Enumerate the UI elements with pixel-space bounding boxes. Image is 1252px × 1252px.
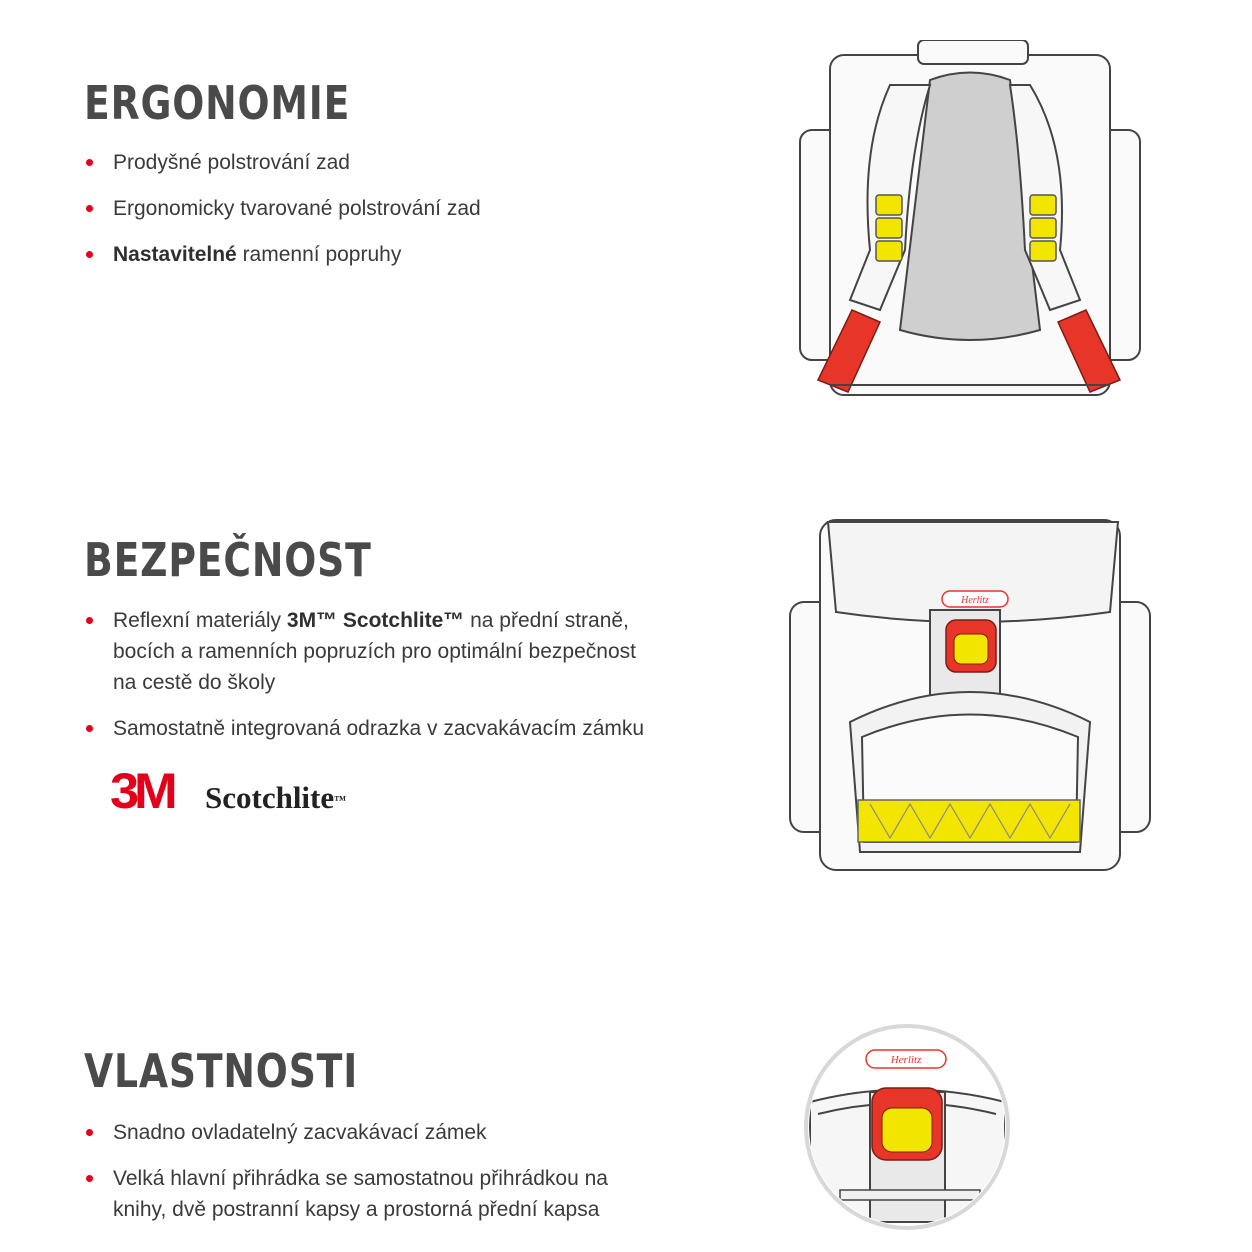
bullet-dot [86, 159, 93, 166]
lock-reflector [954, 634, 988, 664]
bullet-text: Reflexní materiály [113, 609, 287, 632]
bullet-text: Prodyšné polstrování zad [113, 151, 350, 174]
list-item [84, 713, 684, 744]
snap-lock-closeup-illustration [800, 1022, 1015, 1232]
list-item [84, 1117, 684, 1148]
svg-text:Herlitz: Herlitz [890, 1054, 922, 1066]
3m-mark: 3M [110, 763, 173, 819]
heading-vlastnosti: VLASTNOSTI [84, 1044, 359, 1098]
list-item [84, 147, 684, 178]
bullet-text: ramenní popruhy [236, 243, 402, 266]
bullet-dot [86, 1175, 93, 1182]
list-item [84, 193, 684, 224]
heading-ergonomie: ERGONOMIE [84, 76, 351, 130]
heading-bezpecnost: BEZPEČNOST [84, 533, 372, 587]
bullet-bold: 3M™ Scotchlite™ [286, 609, 465, 632]
lock-reflector [882, 1108, 932, 1152]
list-item [84, 1163, 684, 1225]
bullet-dot [86, 251, 93, 258]
bullet-text: na cestě do školy [113, 671, 276, 694]
bullet-dot [86, 725, 93, 732]
bullet-text: Ergonomicky tvarované polstrování zad [113, 197, 481, 220]
ergonomie-list [84, 147, 684, 285]
bezpecnost-list [84, 605, 684, 759]
bullet-text: Velká hlavní přihrádka se samostatnou přihrádkou na [113, 1167, 608, 1190]
bullet-text: bocích a ramenních popruzích pro optimální bezpečnost [113, 640, 636, 663]
bullet-dot [86, 617, 93, 624]
bullet-bold: Nastavitelné [113, 243, 237, 266]
handle [918, 40, 1028, 64]
bullet-text: na přední straně, [464, 609, 629, 632]
bullet-text: Snadno ovladatelný zacvakávací zámek [113, 1121, 487, 1144]
bullet-text: Samostatně integrovaná odrazka v zacvakávacím zámku [113, 717, 645, 740]
bullet-dot [86, 205, 93, 212]
vlastnosti-list [84, 1117, 684, 1240]
scotchlite-wordmark: Scotchlite™ [205, 780, 347, 815]
backpack-back-illustration [790, 40, 1160, 410]
backpack-front-illustration [780, 512, 1160, 882]
bullet-text: knihy, dvě postranní kapsy a prostorná přední kapsa [113, 1198, 600, 1221]
list-item [84, 239, 684, 270]
list-item [84, 605, 684, 698]
bullet-dot [86, 1129, 93, 1136]
svg-text:Herlitz: Herlitz [961, 595, 989, 606]
